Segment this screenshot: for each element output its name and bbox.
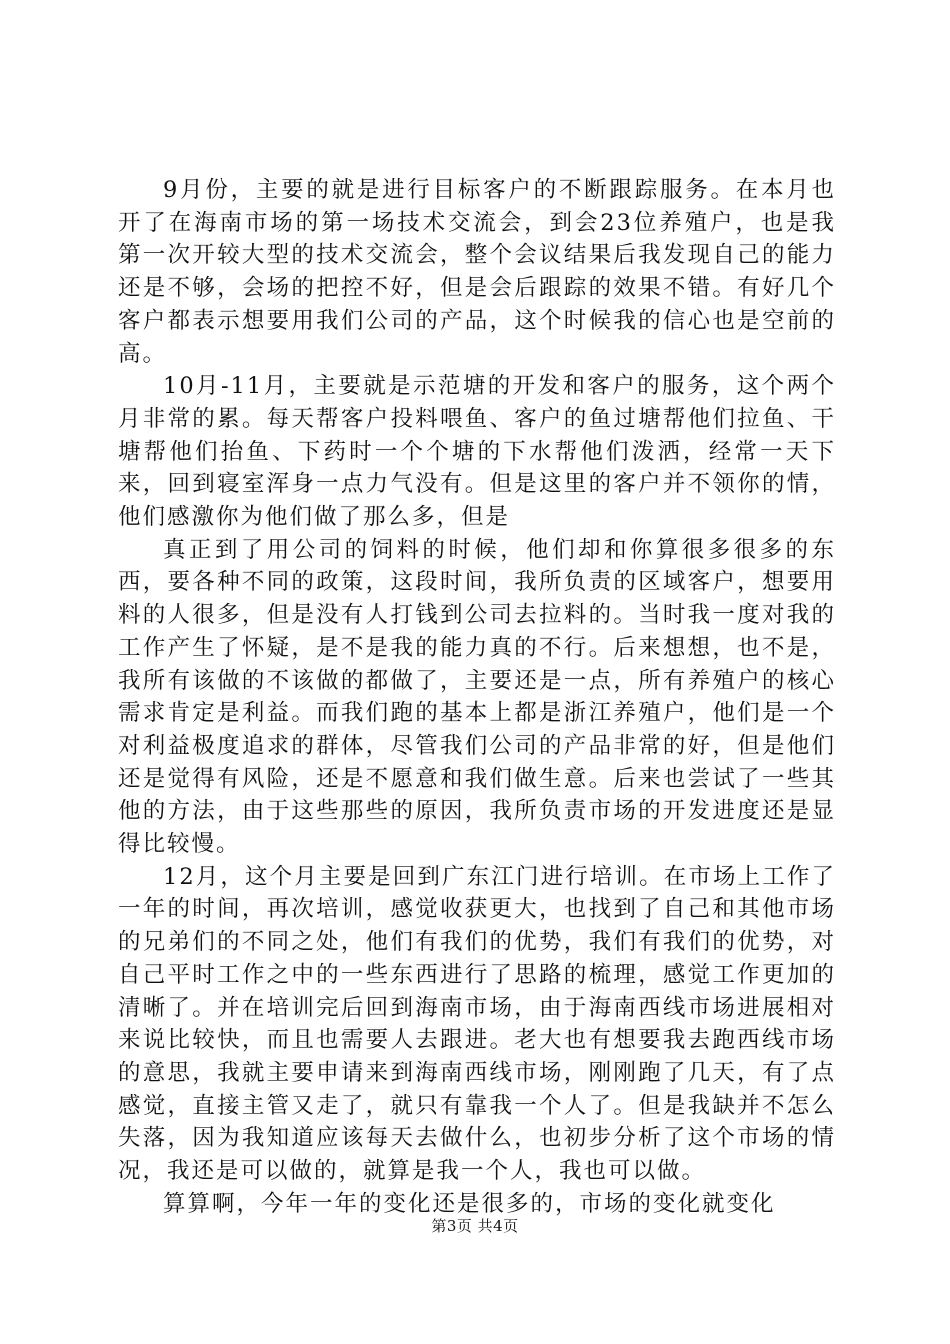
paragraph-december: 12月，这个月主要是回到广东江门进行培训。在市场上工作了一年的时间，再次培训，感觉收获更大，也找到了自己和其他市场的兄弟们的不同之处，他们有我们的优势，我们有我们的优势，对自己平时工作之中的一些东西进行了思路的梳理，感觉工作更加的清晰了。并在培训完后回到海南市场，由于海南西线市场进展相对来说比较快，而且也需要人去跟进。老大也有想要我去跑西线市场的意思，我就主要申请来到海南西线市场，刚刚跑了几天，有了点感觉，直接主管又走了，就只有靠我一个人了。但是我缺并不怎么失落，因为我知道应该每天去做什么，也初步分析了这个市场的情况，我还是可以做的，就算是我一个人，我也可以做。: [118, 863, 836, 1185]
paragraph-continuation: 真正到了用公司的饲料的时候，他们却和你算很多很多的东西，要各种不同的政策，这段时间，我所负责的区域客户，想要用料的人很多，但是没有人打钱到公司去拉料的。当时我一度对我的工作产生了怀疑，是不是我的能力真的不行。后来想想，也不是，我所有该做的不该做的都做了，主要还是一点，所有养殖户的核心需求肯定是利益。而我们跑的基本上都是浙江养殖户，他们是一个对利益极度追求的群体，尽管我们公司的产品非常的好，但是他们还是觉得有风险，还是不愿意和我们做生意。后来也尝试了一些其他的方法，由于这些那些的原因，我所负责市场的开发进度还是显得比较慢。: [118, 536, 836, 858]
document-body: [118, 174, 836, 1221]
paragraph-october-november: 10月-11月，主要就是示范塘的开发和客户的服务，这个两个月非常的累。每天帮客户投料喂鱼、客户的鱼过塘帮他们拉鱼、干塘帮他们抬鱼、下药时一个个塘的下水帮他们泼洒，经常一天下来，回到寝室浑身一点力气没有。但是这里的客户并不领你的情，他们感激你为他们做了那么多，但是: [118, 373, 836, 531]
paragraph-september: 9月份，主要的就是进行目标客户的不断跟踪服务。在本月也开了在海南市场的第一场技术交流会，到会23位养殖户，也是我第一次开较大型的技术交流会，整个会议结果后我发现自己的能力还是不够，会场的把控不好，但是会后跟踪的效果不错。有好几个客户都表示想要用我们公司的产品，这个时候我的信心也是空前的高。: [118, 177, 836, 367]
page-footer: 第3页 共4页: [431, 1217, 519, 1235]
paragraph-summary-start: 算算啊，今年一年的变化还是很多的，市场的变化就变化: [163, 1190, 776, 1217]
